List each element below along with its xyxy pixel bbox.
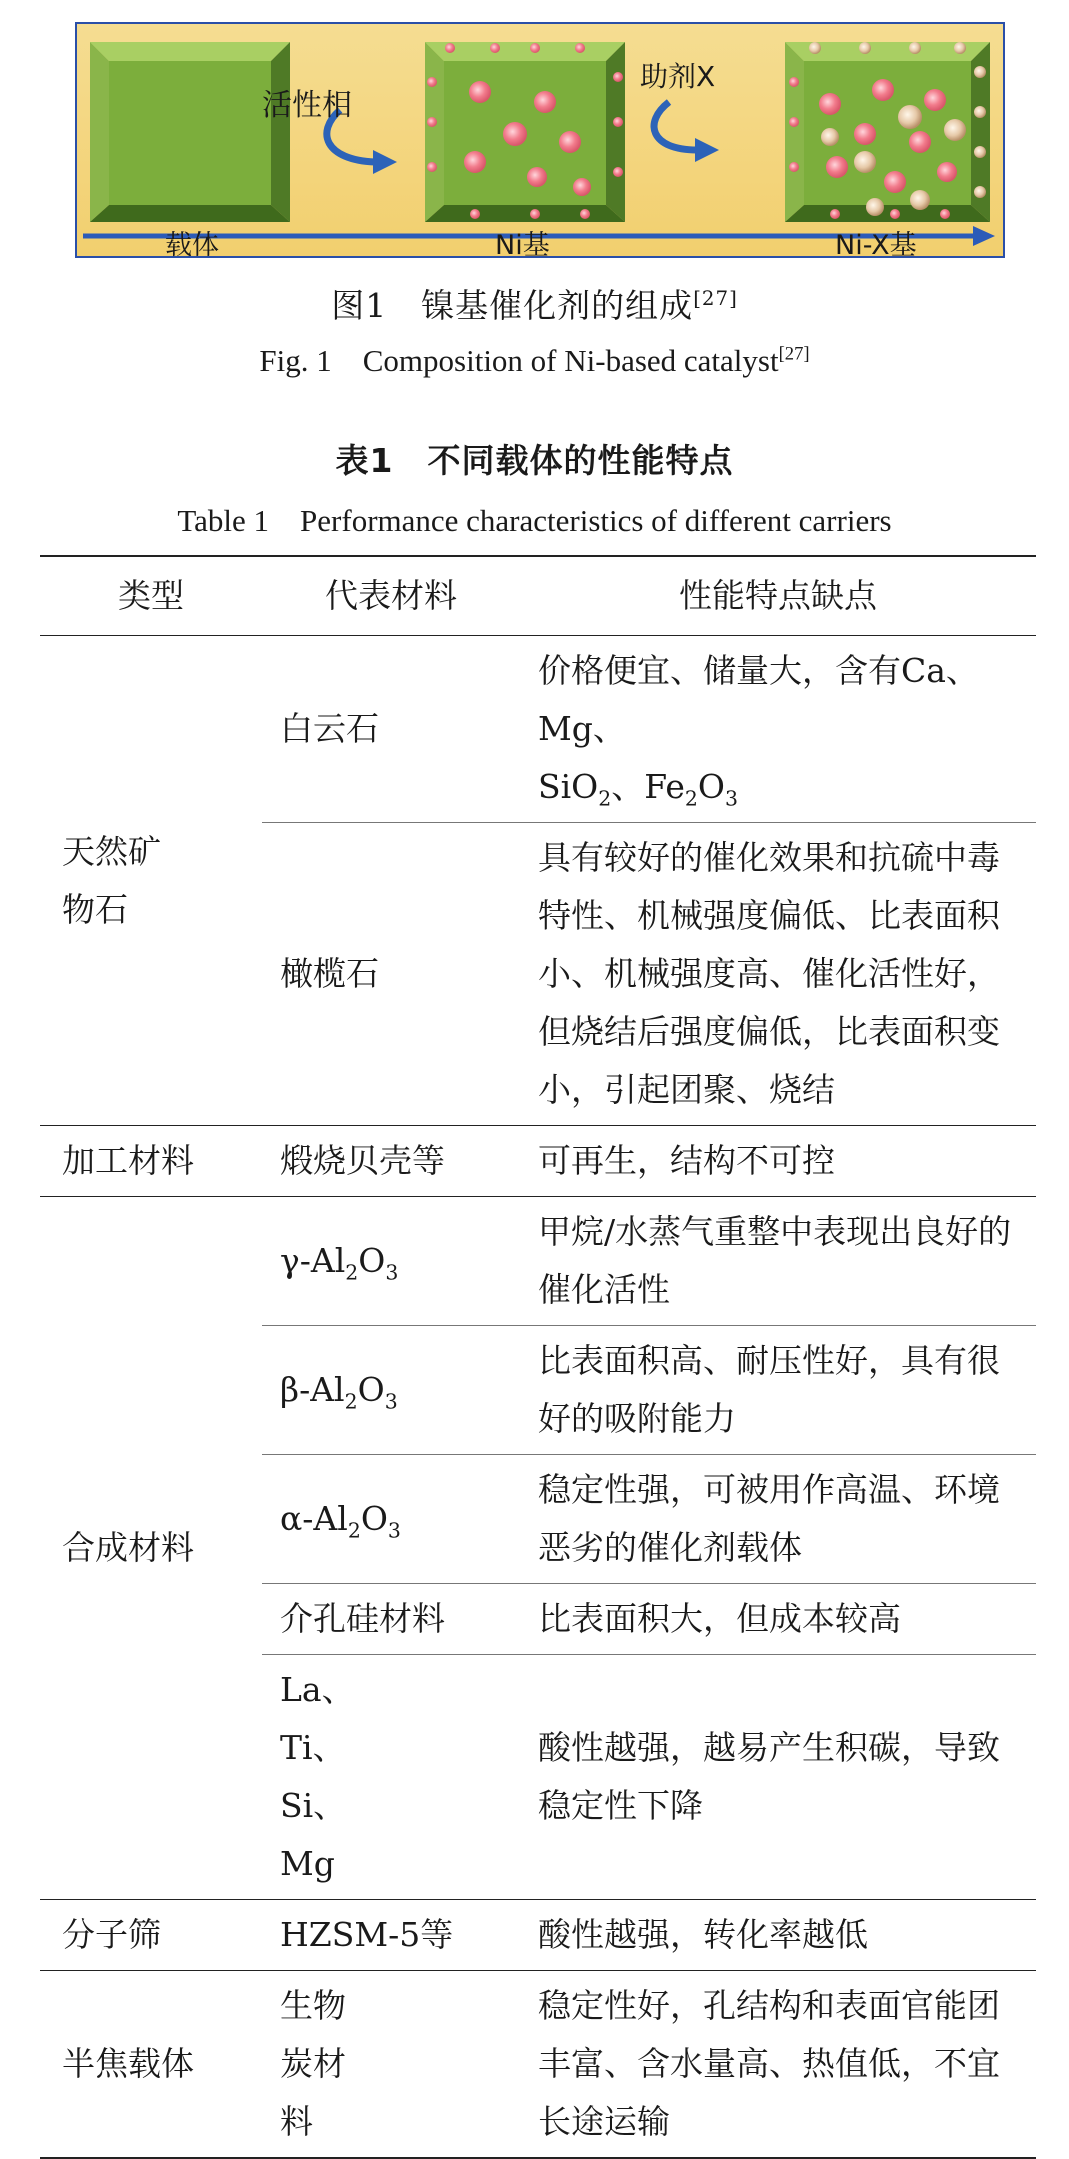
group-natural: 天然矿物石 — [40, 636, 262, 1126]
particle-icon — [830, 209, 840, 219]
figure-caption-en: Fig. 1 Composition of Ni-based catalyst[27] — [259, 343, 810, 378]
particle-icon — [789, 162, 799, 172]
particle-icon — [819, 93, 841, 115]
axis-label-nix: Ni-X基 — [835, 230, 917, 258]
table-row — [40, 1197, 1036, 1326]
ni-based-box — [425, 42, 625, 222]
particle-icon — [427, 117, 437, 127]
particle-icon — [464, 151, 486, 173]
feature-cell: 稳定性强，可被用作高温、环境恶劣的催化剂载体 — [520, 1455, 1036, 1584]
feature-cell: 价格便宜、储量大，含有Ca、Mg、 SiO$_2$、$Fe_2O_3$ — [520, 636, 1036, 823]
particle-icon — [530, 43, 540, 53]
table-row — [40, 1126, 1036, 1197]
carrier-box — [90, 42, 290, 222]
particle-icon — [445, 43, 455, 53]
particle-icon — [909, 131, 931, 153]
particle-icon — [924, 89, 946, 111]
particle-icon — [898, 105, 922, 129]
feature-cell: 比表面积高、耐压性好，具有很好的吸附能力 — [520, 1326, 1036, 1455]
particle-icon — [580, 209, 590, 219]
particle-icon — [573, 178, 591, 196]
particle-icon — [559, 131, 581, 153]
particle-icon — [866, 198, 884, 216]
material-cell: La、Ti、Si、Mg — [262, 1655, 520, 1900]
particle-icon — [613, 72, 623, 82]
particle-icon — [534, 91, 556, 113]
group-processed: 加工材料 — [40, 1126, 262, 1197]
particle-icon — [872, 79, 894, 101]
particle-icon — [809, 42, 821, 54]
particle-icon — [575, 43, 585, 53]
material-cell: $\beta-Al_2O_3$ — [262, 1326, 520, 1455]
particle-icon — [974, 66, 986, 78]
particle-icon — [974, 146, 986, 158]
promoter-label: 助剂X — [640, 60, 716, 93]
table-row — [40, 1900, 1036, 1971]
particle-icon — [427, 77, 437, 87]
material-cell: 橄榄石 — [262, 823, 520, 1126]
particle-icon — [826, 156, 848, 178]
table-caption-en: Table 1 Performance characteristics of different carriers — [177, 503, 892, 538]
table-row — [40, 636, 1036, 823]
ni-x-based-box — [785, 42, 990, 222]
active-phase-label: 活性相 — [262, 88, 352, 123]
particle-icon — [884, 171, 906, 193]
header-features: 性能特点缺点 — [520, 556, 1036, 636]
feature-cell: 酸性越强，越易产生积碳，导致稳定性下降 — [520, 1655, 1036, 1900]
table-caption-cn: 表1 不同载体的性能特点 — [335, 441, 734, 480]
group-synthetic: 合成材料 — [40, 1197, 262, 1900]
header-material: 代表材料 — [262, 556, 520, 636]
particle-icon — [940, 209, 950, 219]
particle-icon — [613, 167, 623, 177]
figure-caption-cn: 图1 镍基催化剂的组成[27] — [331, 286, 738, 325]
material-cell: 煅烧贝壳等 — [262, 1126, 520, 1197]
particle-icon — [859, 42, 871, 54]
particle-icon — [490, 43, 500, 53]
particle-icon — [469, 81, 491, 103]
particle-icon — [854, 151, 876, 173]
particle-icon — [530, 209, 540, 219]
particle-icon — [503, 122, 527, 146]
particle-icon — [789, 117, 799, 127]
particle-icon — [909, 42, 921, 54]
particle-icon — [789, 77, 799, 87]
particle-icon — [821, 128, 839, 146]
table-row — [40, 1971, 1036, 2159]
particle-icon — [954, 42, 966, 54]
axis-label-carrier: 载体 — [165, 230, 219, 258]
particle-icon — [944, 119, 966, 141]
material-cell: $\alpha-Al_2O_3$ — [262, 1455, 520, 1584]
particle-icon — [613, 117, 623, 127]
material-cell: HZSM-5等 — [262, 1900, 520, 1971]
particle-icon — [427, 162, 437, 172]
feature-cell: 可再生，结构不可控 — [520, 1126, 1036, 1197]
carrier-table — [40, 555, 1036, 2159]
feature-cell: 稳定性好，孔结构和表面官能团丰富、含水量高、热值低，不宜长途运输 — [520, 1971, 1036, 2159]
material-cell: 介孔硅材料 — [262, 1584, 520, 1655]
particle-icon — [854, 123, 876, 145]
axis-label-ni: Ni基 — [495, 230, 550, 258]
particle-icon — [937, 162, 957, 182]
group-char: 半焦载体 — [40, 1971, 262, 2159]
particle-icon — [974, 186, 986, 198]
particle-icon — [527, 167, 547, 187]
header-type: 类型 — [40, 556, 262, 636]
feature-cell: 酸性越强，转化率越低 — [520, 1900, 1036, 1971]
material-cell: 生物炭材料 — [262, 1971, 520, 2159]
catalyst-composition-figure — [75, 22, 1005, 258]
material-cell: 白云石 — [262, 636, 520, 823]
particle-icon — [890, 209, 900, 219]
feature-cell: 甲烷/水蒸气重整中表现出良好的催化活性 — [520, 1197, 1036, 1326]
particle-icon — [974, 106, 986, 118]
table-header-row — [40, 556, 1036, 636]
particle-icon — [470, 209, 480, 219]
group-sieve: 分子筛 — [40, 1900, 262, 1971]
feature-cell: 具有较好的催化效果和抗硫中毒特性、机械强度偏低、比表面积小、机械强度高、催化活性好，但烧结后强度偏低，比表面积变小，引起团聚、烧结 — [520, 823, 1036, 1126]
particle-icon — [910, 190, 930, 210]
material-cell: $\gamma-Al_2O_3$ — [262, 1197, 520, 1326]
feature-cell: 比表面积大，但成本较高 — [520, 1584, 1036, 1655]
